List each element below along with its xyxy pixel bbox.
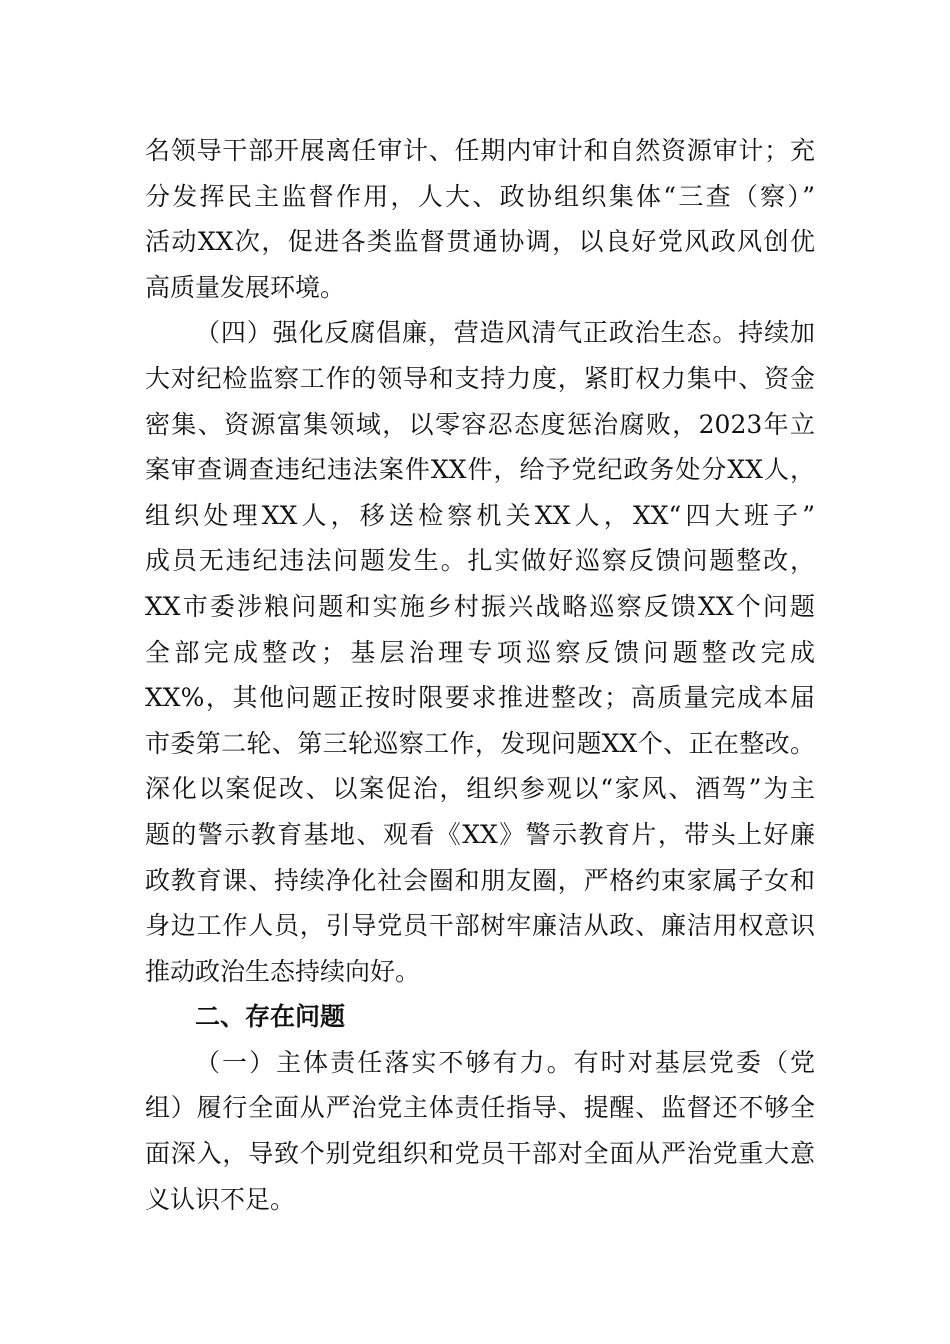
paragraph-line: 深化以案促改、以案促治，组织参观以“家风、酒驾”为主 — [145, 774, 815, 804]
document-body — [145, 128, 815, 1222]
paragraph-line: （一）主体责任落实不够有力。有时对基层党委（党 — [195, 1047, 815, 1077]
paragraph-line: 分发挥民主监督作用，人大、政协组织集体“三查（察）” — [145, 181, 815, 211]
paragraph-line: 案审查调查违纪违法案件XX件，给予党纪政务处分XX人， — [145, 455, 815, 485]
paragraph-line: 名领导干部开展离任审计、任期内审计和自然资源审计；充 — [145, 136, 815, 165]
paragraph-line: 组）履行全面从严治党主体责任指导、提醒、监督还不够全 — [145, 1093, 815, 1123]
paragraph-line: 全部完成整改；基层治理专项巡察反馈问题整改完成 — [145, 637, 815, 667]
paragraph-line: （四）强化反腐倡廉，营造风清气正政治生态。持续加 — [195, 318, 815, 348]
paragraph-line: 成员无违纪违法问题发生。扎实做好巡察反馈问题整改， — [145, 546, 815, 576]
section-heading: 二、存在问题 — [195, 1002, 346, 1032]
paragraph-line: 推动政治生态持续向好。 — [145, 956, 421, 986]
paragraph-line: 活动XX次，促进各类监督贯通协调，以良好党风政风创优 — [145, 227, 815, 257]
paragraph-line: 高质量发展环境。 — [145, 272, 346, 302]
paragraph-line: XX%，其他问题正按时限要求推进整改；高质量完成本届 — [145, 683, 815, 713]
paragraph-line: 组织处理XX人，移送检察机关XX人，XX“四大班子” — [145, 500, 815, 530]
paragraph-line: 义认识不足。 — [145, 1184, 296, 1214]
paragraph-line: 大对纪检监察工作的领导和支持力度，紧盯权力集中、资金 — [145, 363, 815, 393]
paragraph-line: 市委第二轮、第三轮巡察工作，发现问题XX个、正在整改。 — [145, 728, 815, 758]
paragraph-line: XX市委涉粮问题和实施乡村振兴战略巡察反馈XX个问题 — [145, 591, 815, 621]
paragraph-line: 面深入，导致个别党组织和党员干部对全面从严治党重大意 — [145, 1139, 815, 1169]
paragraph-line: 题的警示教育基地、观看《XX》警示教育片，带头上好廉 — [145, 819, 815, 849]
paragraph-line: 身边工作人员，引导党员干部树牢廉洁从政、廉洁用权意识 — [145, 911, 815, 941]
paragraph-line: 密集、资源富集领域，以零容忍态度惩治腐败，2023年立 — [145, 409, 815, 439]
paragraph-line: 政教育课、持续净化社会圈和朋友圈，严格约束家属子女和 — [145, 865, 815, 895]
